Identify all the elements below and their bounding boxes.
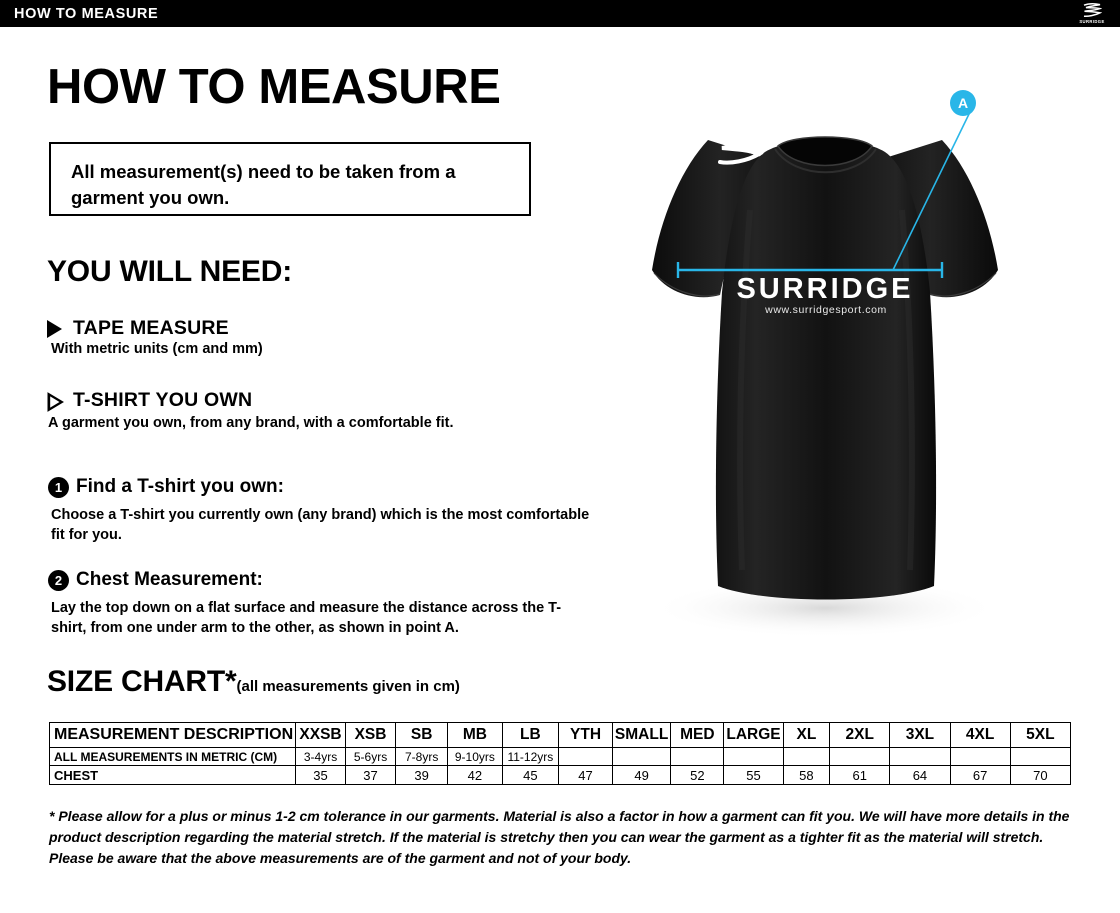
cell-chest-mb: 42	[448, 766, 502, 785]
callout-badge-a: A	[950, 90, 976, 116]
page-title: HOW TO MEASURE	[47, 60, 501, 114]
table-header-row	[50, 723, 1071, 748]
need-item-title: T-SHIRT YOU OWN	[73, 389, 253, 411]
step-title: Chest Measurement:	[76, 569, 263, 590]
size-chart-heading-star: *	[225, 665, 237, 698]
size-chart-heading-wrap	[47, 665, 460, 699]
cell-metric-xxsb: 3-4yrs	[296, 748, 346, 766]
step-number-badge: 2	[48, 570, 69, 591]
column-header-large: LARGE	[724, 723, 783, 748]
column-header-description: MEASUREMENT DESCRIPTION	[50, 723, 296, 748]
cell-metric-med	[671, 748, 724, 766]
row-label-chest: CHEST	[50, 766, 296, 785]
step-title: Find a T-shirt you own:	[76, 476, 284, 497]
cell-metric-large	[724, 748, 783, 766]
size-chart-heading: SIZE CHART	[47, 665, 226, 698]
need-item-title: TAPE MEASURE	[73, 317, 229, 339]
table-row	[50, 748, 1071, 766]
instructions-column	[0, 27, 600, 667]
column-header-xl: XL	[783, 723, 830, 748]
tshirt-svg	[590, 30, 1090, 650]
footnote-text: * Please allow for a plus or minus 1-2 cm tolerance in our garments. Material is also a factor in how a garment can fit you. We will have more details in the product description regarding the material stretch. If the material is stretchy then you can wear the garment as a tighter fit as the material will stretch. Please be aware that the above measurements are of the garment and not of your body.	[49, 808, 1070, 866]
triangle-bullet-icon	[47, 320, 62, 338]
you-will-need-heading: YOU WILL NEED:	[47, 255, 292, 288]
column-header-xxsb: XXSB	[296, 723, 346, 748]
tshirt-illustration	[590, 30, 1090, 650]
cell-chest-lb: 45	[502, 766, 559, 785]
tshirt-brand-url: www.surridgesport.com	[765, 304, 887, 316]
cell-chest-5xl: 70	[1010, 766, 1070, 785]
cell-metric-mb: 9-10yrs	[448, 748, 502, 766]
cell-metric-5xl	[1010, 748, 1070, 766]
surridge-logo	[1072, 2, 1112, 25]
top-bar-title: HOW TO MEASURE	[14, 6, 159, 22]
need-item-subtitle: With metric units (cm and mm)	[51, 341, 263, 357]
cell-metric-xsb: 5-6yrs	[345, 748, 395, 766]
cell-chest-4xl: 67	[950, 766, 1010, 785]
cell-metric-4xl	[950, 748, 1010, 766]
table-row	[50, 766, 1071, 785]
column-header-med: MED	[671, 723, 724, 748]
cell-metric-lb: 11-12yrs	[502, 748, 559, 766]
step-body: Choose a T-shirt you currently own (any brand) which is the most comfortable fit for you.	[51, 507, 590, 543]
size-chart-table	[49, 722, 1071, 785]
column-header-small: SMALL	[612, 723, 670, 748]
cell-chest-xl: 58	[783, 766, 830, 785]
tshirt-brand-text: SURRIDGE	[736, 273, 914, 305]
cell-metric-small	[612, 748, 670, 766]
surridge-logo-text: SURRIDGE	[1079, 19, 1105, 24]
column-header-mb: MB	[448, 723, 502, 748]
size-chart-subheading: (all measurements given in cm)	[236, 678, 460, 695]
cell-metric-2xl	[830, 748, 890, 766]
triangle-outline-bullet-icon	[47, 392, 64, 412]
cell-chest-xxsb: 35	[296, 766, 346, 785]
cell-metric-xl	[783, 748, 830, 766]
column-header-3xl: 3XL	[890, 723, 950, 748]
note-box-text: All measurement(s) need to be taken from a garment you own.	[71, 161, 456, 209]
cell-chest-2xl: 61	[830, 766, 890, 785]
column-header-yth: YTH	[559, 723, 613, 748]
cell-chest-small: 49	[612, 766, 670, 785]
cell-metric-yth	[559, 748, 613, 766]
tshirt-body	[716, 140, 936, 600]
cell-chest-yth: 47	[559, 766, 613, 785]
cell-chest-3xl: 64	[890, 766, 950, 785]
top-bar	[0, 0, 1120, 27]
column-header-xsb: XSB	[345, 723, 395, 748]
note-box	[49, 142, 531, 216]
row-label-metric: ALL MEASUREMENTS IN METRIC (CM)	[50, 748, 296, 766]
cell-chest-med: 52	[671, 766, 724, 785]
need-item-subtitle: A garment you own, from any brand, with a comfortable fit.	[48, 415, 454, 431]
column-header-lb: LB	[502, 723, 559, 748]
surridge-mark-icon	[1082, 3, 1102, 18]
cell-metric-3xl	[890, 748, 950, 766]
column-header-4xl: 4XL	[950, 723, 1010, 748]
column-header-5xl: 5XL	[1010, 723, 1070, 748]
column-header-2xl: 2XL	[830, 723, 890, 748]
cell-chest-xsb: 37	[345, 766, 395, 785]
step-body: Lay the top down on a flat surface and measure the distance across the T-shirt, from one under arm to the other, as shown in point A.	[51, 600, 562, 636]
cell-metric-sb: 7-8yrs	[396, 748, 448, 766]
cell-chest-large: 55	[724, 766, 783, 785]
step-number-badge: 1	[48, 477, 69, 498]
column-header-sb: SB	[396, 723, 448, 748]
cell-chest-sb: 39	[396, 766, 448, 785]
